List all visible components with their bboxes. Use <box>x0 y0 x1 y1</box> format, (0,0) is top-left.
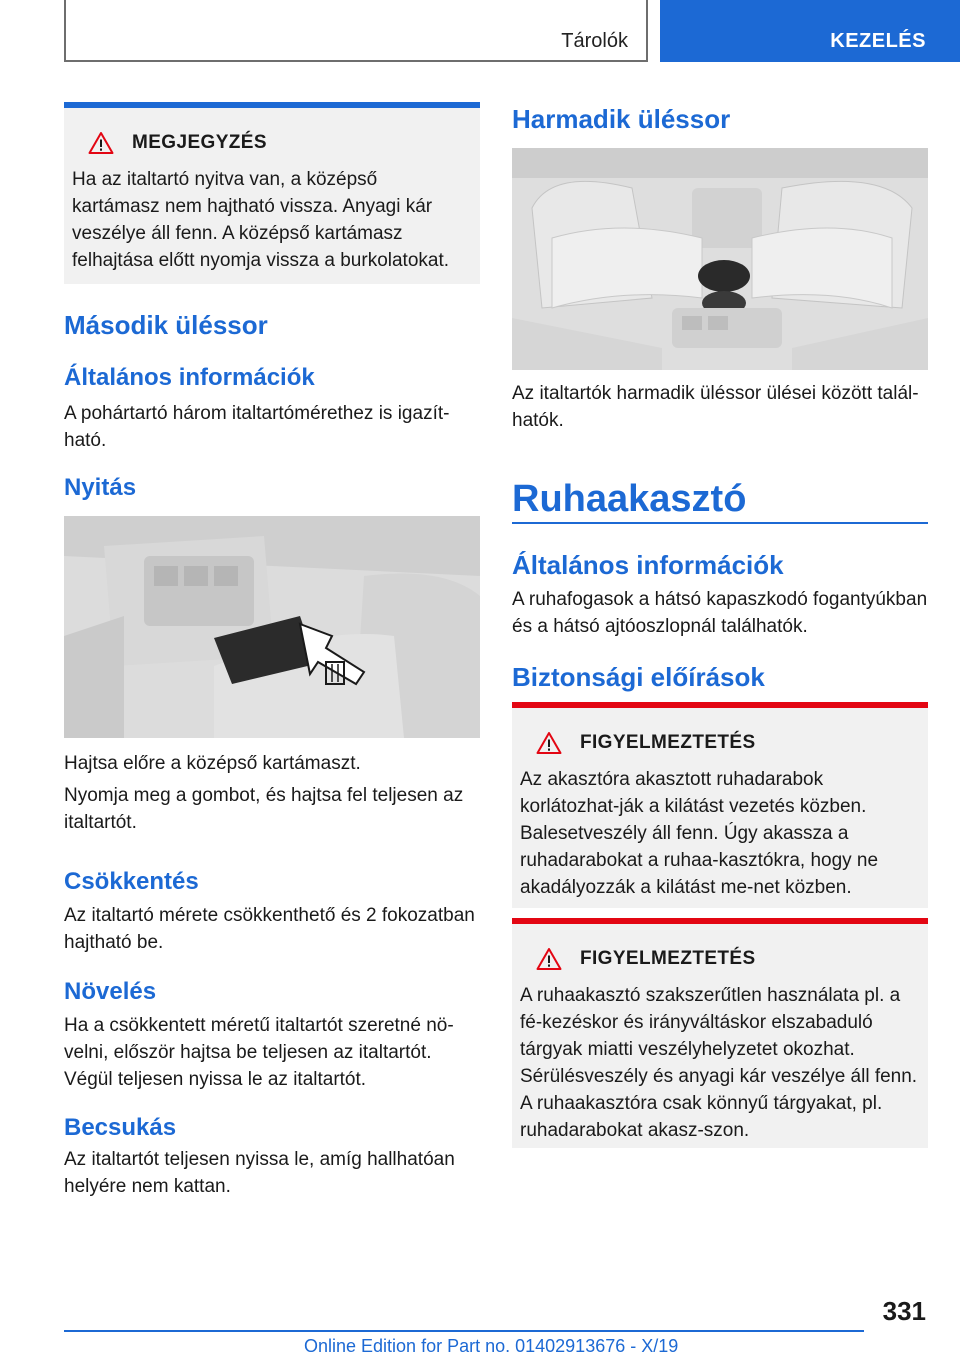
header-section-box <box>64 0 648 62</box>
heading-second-row: Második üléssor <box>64 310 268 340</box>
paragraph-enlarge: Ha a csökkentett méretű italtartót szeretné nö-velni, először hajtsa be teljesen az italtartót. Végül teljesen nyissa le az italtartót. <box>64 1015 454 1090</box>
third-row-seats-photo <box>512 148 928 370</box>
warning-box-2 <box>512 918 928 1148</box>
armrest-photo <box>64 516 480 738</box>
warning-triangle-icon <box>536 947 562 971</box>
heading-opening: Nyitás <box>64 474 137 501</box>
header-chapter-title: KEZELÉS <box>830 30 926 52</box>
warning-triangle-icon <box>88 131 114 155</box>
paragraph-reduce: Az italtartó mérete csökkenthető és 2 fokozatban hajtható be. <box>64 905 475 953</box>
footer-edition: Online Edition for Part no. 01402913676 - X/19 <box>304 1336 679 1356</box>
header-section-title: Tárolók <box>561 30 628 52</box>
warning-box-1 <box>512 702 928 908</box>
paragraph-open-step2: Nyomja meg a gombot, és hajtsa fel teljesen az italtartót. <box>64 785 464 833</box>
paragraph-general-left: A pohártartó három italtartómérethez is igazít-ható. <box>64 403 450 451</box>
warning-title-2: FIGYELMEZTETÉS <box>580 948 756 969</box>
footer-rule <box>64 1330 864 1332</box>
heading-general-info-right: Általános információk <box>512 550 784 580</box>
heading-third-row: Harmadik üléssor <box>512 104 731 134</box>
heading-general-info-left: Általános információk <box>64 364 315 391</box>
note-box <box>64 102 480 284</box>
heading-enlarge: Növelés <box>64 978 157 1005</box>
paragraph-open-step1: Hajtsa előre a középső kartámaszt. <box>64 753 361 774</box>
paragraph-third-row: Az italtartók harmadik üléssor ülései között talál-hatók. <box>512 383 919 431</box>
page-number: 331 <box>882 1296 926 1326</box>
paragraph-close: Az italtartót teljesen nyissa le, amíg hallhatóan helyére nem kattan. <box>64 1149 455 1197</box>
note-body: Ha az italtartó nyitva van, a középső kartámasz nem hajtható vissza. Anyagi kár veszélye áll fenn. A középső kartámasz felhajtása előtt nyomja vissza a burkolatokat. <box>72 169 450 271</box>
warning-body-2: A ruhaakasztó szakszerűtlen használata pl. a fé-kezéskor és irányváltáskor elszabaduló tárgyak miatti veszélyhelyzetet okozhat. Sérülésveszély és anyagi kár veszélye áll fenn. A ruhaakasztóra csak könnyű tárgyakat, pl. ruhadarabokat akasz-szon. <box>520 985 918 1141</box>
paragraph-general-right: A ruhafogasok a hátsó kapaszkodó fogantyúkban és a hátsó ajtóoszlopnál találhatók. <box>512 589 928 637</box>
heading-clothes-hanger: Ruhaakasztó <box>512 478 747 520</box>
heading-safety: Biztonsági előírások <box>512 662 765 692</box>
heading-underline <box>512 522 928 524</box>
note-title: MEGJEGYZÉS <box>132 132 267 153</box>
warning-title-1: FIGYELMEZTETÉS <box>580 732 756 753</box>
heading-close: Becsukás <box>64 1114 177 1141</box>
header-chapter-tab[interactable] <box>660 0 960 62</box>
warning-triangle-icon <box>536 731 562 755</box>
heading-reduce: Csökkentés <box>64 868 199 895</box>
warning-body-1: Az akasztóra akasztott ruhadarabok korlátozhat-ják a kilátást vezetés közben. Balesetveszély áll fenn. Úgy akassza a ruhadarabokat a ruhaa-kasztókra, hogy ne akadályozzák a kilátást me-net közben. <box>520 769 879 898</box>
